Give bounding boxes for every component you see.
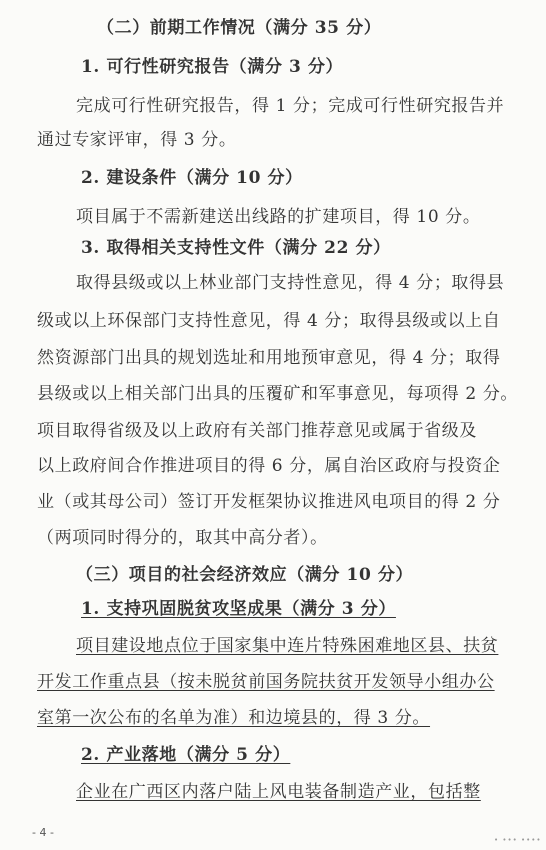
item-3-line-4: 县级或以上相关部门出具的压覆矿和军事意见，每项得 2 分。 [37, 384, 519, 404]
section-3-item-1-line-1: 项目建设地点位于国家集中连片特殊困难地区县、扶贫 [76, 636, 499, 656]
item-3-line-3: 然资源部门出具的规划选址和用地预审意见，得 4 分；取得 [37, 348, 501, 368]
footer-watermark: • ••• •••• [494, 836, 542, 844]
item-3-line-8: （两项同时得分的，取其中高分者）。 [37, 528, 328, 548]
item-1-line-2: 通过专家评审，得 3 分。 [37, 130, 237, 150]
section-3-item-1-line-3: 室第一次公布的名单为准）和边境县的，得 3 分。 [37, 708, 431, 728]
item-1-line-1: 完成可行性研究报告，得 1 分；完成可行性研究报告并 [76, 96, 505, 116]
section-3-item-2-line-1: 企业在广西区内落户陆上风电装备制造产业，包括整 [76, 782, 481, 802]
item-2-line-1: 项目属于不需新建送出线路的扩建项目，得 10 分。 [76, 207, 481, 227]
section-3-heading: （三）项目的社会经济效应（满分 10 分） [76, 565, 414, 585]
section-3-item-2-heading: 2. 产业落地（满分 5 分） [81, 745, 291, 765]
item-3-line-6: 以上政府间合作推进项目的得 6 分，属自治区政府与投资企 [37, 456, 501, 476]
section-2-heading: （二）前期工作情况（满分 35 分） [97, 18, 382, 38]
section-3-item-1-heading: 1. 支持巩固脱贫攻坚成果（满分 3 分） [81, 599, 396, 619]
item-3-line-1: 取得县级或以上林业部门支持性意见，得 4 分；取得县 [76, 273, 505, 293]
item-3-heading: 3. 取得相关支持性文件（满分 22 分） [81, 238, 391, 258]
item-3-line-5: 项目取得省级及以上政府有关部门推荐意见或属于省级及 [37, 421, 477, 441]
item-3-line-2: 级或以上环保部门支持性意见，得 4 分；取得县级或以上自 [37, 311, 501, 331]
item-2-heading: 2. 建设条件（满分 10 分） [81, 168, 303, 188]
page-number: - 4 - [32, 826, 54, 839]
item-1-heading: 1. 可行性研究报告（满分 3 分） [81, 57, 344, 77]
item-3-line-7: 业（或其母公司）签订开发框架协议推进风电项目的得 2 分 [37, 492, 501, 512]
section-3-item-1-line-2: 开发工作重点县（按未脱贫前国务院扶贫开发领导小组办公 [37, 672, 495, 692]
